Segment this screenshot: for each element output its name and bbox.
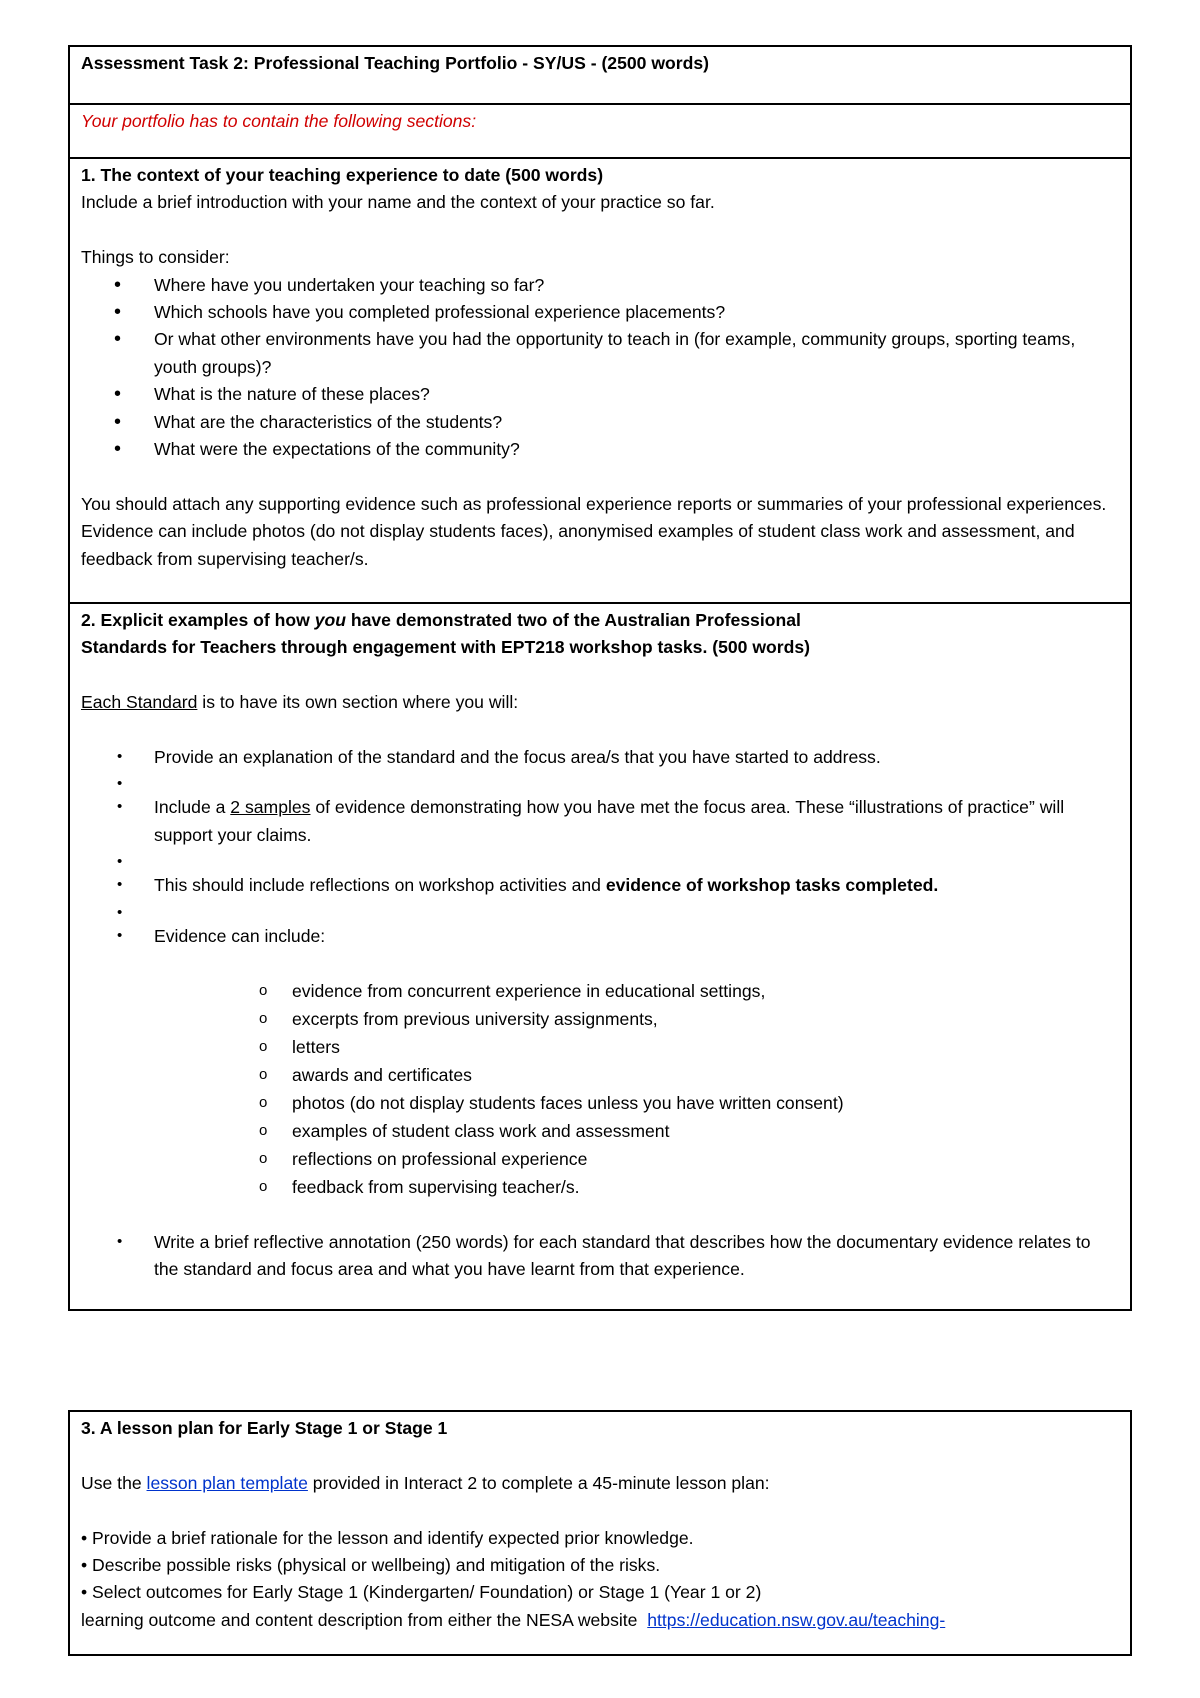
standard-tasks-list xyxy=(81,744,1119,950)
list-item: • Which schools have you completed professional experience placements? xyxy=(81,299,1119,326)
item-text: Include a xyxy=(154,797,231,818)
list-item: • Where have you undertaken your teaching so far? xyxy=(81,272,1119,299)
item-text: of evidence demonstrating how you have met the focus area. These “illustrations of practice” will support your claims. xyxy=(154,797,1065,845)
instruction-text: Use the xyxy=(81,1472,147,1493)
each-standard-line xyxy=(81,689,1119,716)
list-item xyxy=(81,872,1119,899)
heading-emphasis: you xyxy=(314,610,346,630)
list-item: • What is the nature of these places? xyxy=(81,381,1119,408)
item-text: This should include reflections on workshop activities and xyxy=(154,875,606,896)
list-item: • Or what other environments have you had the opportunity to teach in (for example, community groups, sporting teams, youth groups)? xyxy=(81,326,1119,381)
list-item: • What were the expectations of the community? xyxy=(81,436,1119,463)
consider-list xyxy=(81,272,1119,464)
instruction-text: provided in Interact 2 to complete a 45-minute lesson plan: xyxy=(307,1472,770,1493)
lesson-bullet: • Describe possible risks (physical or wellbeing) and mitigation of the risks. xyxy=(81,1555,661,1575)
sub-list-item: o awards and certificates xyxy=(81,1061,1119,1089)
nesa-text: learning outcome and content description from either the NESA website xyxy=(81,1609,648,1630)
portfolio-intro: Your portfolio has to contain the following sections: xyxy=(81,111,477,131)
section-1-lead: Include a brief introduction with your name and the context of your practice so far. xyxy=(81,192,715,213)
heading-text: have demonstrated two of the Australian Professional xyxy=(345,610,801,630)
lesson-plan-instruction xyxy=(81,1470,1119,1497)
section-2-heading xyxy=(81,607,1119,634)
sub-list-item: o evidence from concurrent experience in educational settings, xyxy=(81,977,1119,1005)
lesson-plan-template-link[interactable]: lesson plan template xyxy=(146,1472,308,1493)
section-3-heading: 3. A lesson plan for Early Stage 1 or Stage 1 xyxy=(81,1418,448,1438)
section-1-heading: 1. The context of your teaching experience to date (500 words) xyxy=(81,165,604,185)
sub-list-item: o reflections on professional experience xyxy=(81,1145,1119,1173)
intro-row xyxy=(70,105,1130,159)
sub-list-item: o excerpts from previous university assignments, xyxy=(81,1005,1119,1033)
section-2-heading-line2: Standards for Teachers through engagement with EPT218 workshop tasks. (500 words) xyxy=(81,637,811,658)
sub-list-item: o letters xyxy=(81,1033,1119,1061)
section-1-closing: You should attach any supporting evidence such as professional experience reports or summaries of your professional experiences. Evidence can include photos (do not display students faces), anonymised examples of student class work and assessment, and feedback from supervising teacher/s. xyxy=(81,493,1107,569)
sub-list-item: o examples of student class work and assessment xyxy=(81,1117,1119,1145)
sub-list-item: o photos (do not display students faces unless you have written consent) xyxy=(81,1089,1119,1117)
list-item: • Evidence can include: xyxy=(81,923,1119,950)
lesson-bullet: • Select outcomes for Early Stage 1 (Kindergarten/ Foundation) or Stage 1 (Year 1 or 2) xyxy=(81,1582,762,1603)
spacer xyxy=(81,900,1119,923)
section-3-row xyxy=(70,1412,1130,1654)
list-item: • What are the characteristics of the students? xyxy=(81,409,1119,436)
section-1-row xyxy=(70,159,1130,604)
annotation-list xyxy=(81,1229,1119,1284)
spacer xyxy=(81,849,1119,872)
nesa-website-link[interactable]: https://education.nsw.gov.au/teaching- xyxy=(647,1609,946,1630)
each-standard-text: is to have its own section where you will: xyxy=(197,692,519,713)
spacer xyxy=(81,771,1119,794)
each-standard-underlined: Each Standard xyxy=(81,692,198,713)
heading-text: 2. Explicit examples of how xyxy=(81,610,315,630)
item-bold: evidence of workshop tasks completed. xyxy=(605,875,939,896)
title-row xyxy=(70,47,1130,105)
things-to-consider: Things to consider: xyxy=(81,247,230,268)
section-2-row xyxy=(70,604,1130,1309)
item-underlined: 2 samples xyxy=(230,797,311,818)
assessment-title: Assessment Task 2: Professional Teaching Portfolio - SY/US - (2500 words) xyxy=(81,53,710,73)
lesson-plan-table xyxy=(68,1410,1132,1656)
evidence-sub-list xyxy=(81,977,1119,1201)
lesson-bullet: • Provide a brief rationale for the lesson and identify expected prior knowledge. xyxy=(81,1527,694,1548)
list-item: • Provide an explanation of the standard and the focus area/s that you have started to address. xyxy=(81,744,1119,771)
sub-list-item: o feedback from supervising teacher/s. xyxy=(81,1173,1119,1201)
list-item xyxy=(81,794,1119,849)
list-item: • Write a brief reflective annotation (250 words) for each standard that describes how the documentary evidence relates to the standard and focus area and what you have learnt from that experience. xyxy=(81,1229,1119,1284)
nesa-line xyxy=(81,1607,1119,1634)
assessment-table xyxy=(68,45,1132,1311)
